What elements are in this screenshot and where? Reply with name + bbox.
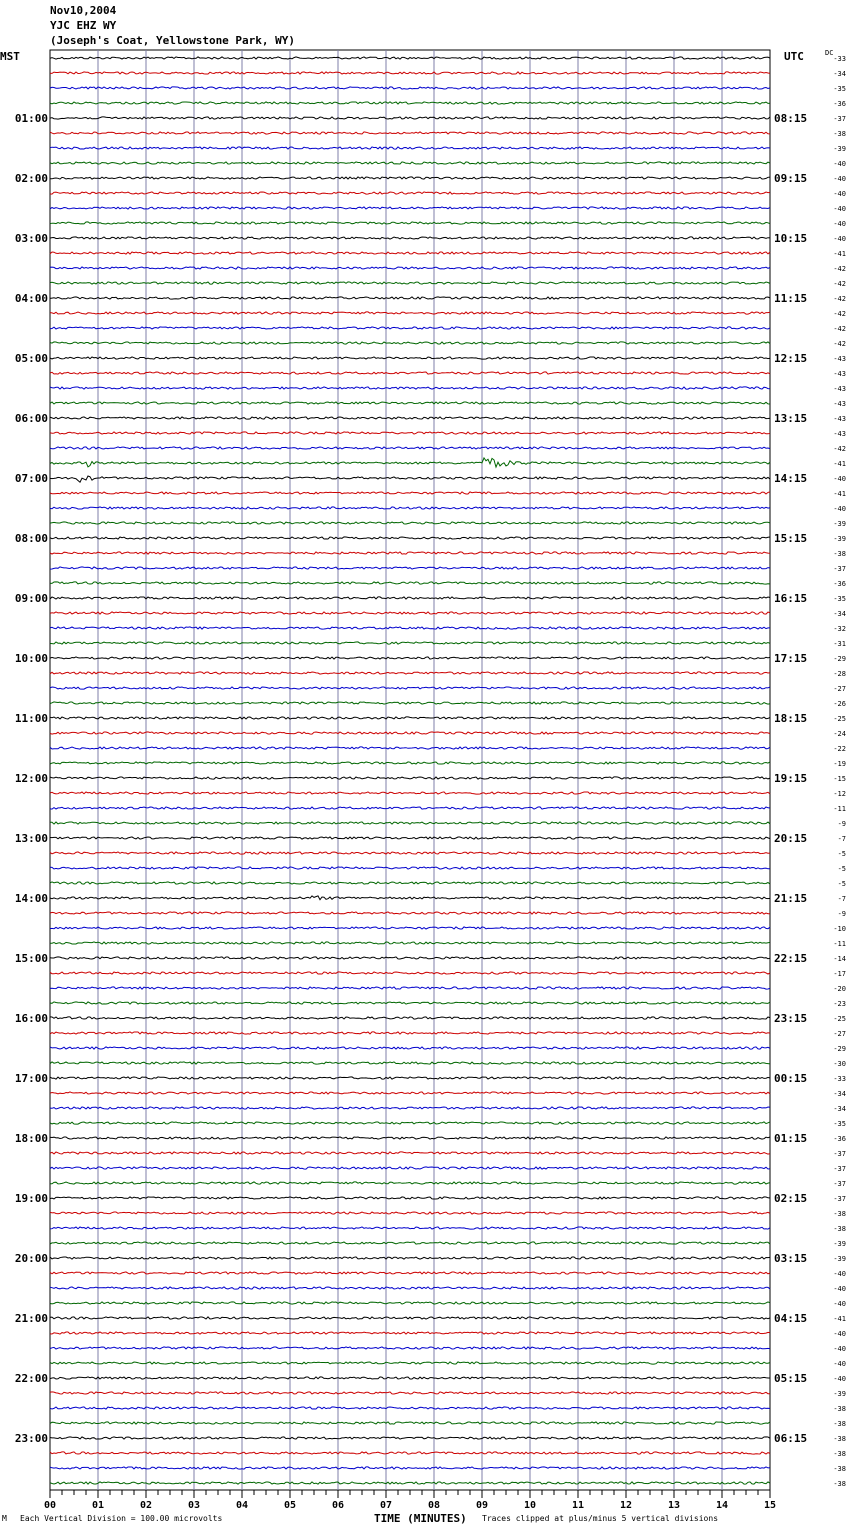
dc-offset-label: -38 bbox=[833, 550, 846, 558]
dc-offset-label: -39 bbox=[833, 1240, 846, 1248]
trace-row-32 bbox=[50, 537, 770, 539]
dc-offset-label: -43 bbox=[833, 415, 846, 423]
dc-offset-label: -35 bbox=[833, 85, 846, 93]
hour-label-right: 18:15 bbox=[774, 712, 808, 725]
trace-row-35 bbox=[50, 582, 770, 584]
trace-row-81 bbox=[50, 1272, 770, 1274]
dc-offset-label: -34 bbox=[833, 1090, 846, 1098]
dc-offset-label: -42 bbox=[833, 325, 846, 333]
hour-label-left: 10:00 bbox=[14, 652, 48, 665]
x-tick-label: 08 bbox=[427, 1500, 441, 1511]
x-tick-label: 04 bbox=[235, 1500, 249, 1511]
dc-offset-label: -5 bbox=[837, 850, 846, 858]
dc-offset-label: -34 bbox=[833, 610, 846, 618]
trace-row-88 bbox=[50, 1377, 770, 1379]
dc-offset-label: -33 bbox=[833, 1075, 846, 1083]
trace-row-24 bbox=[50, 417, 770, 419]
x-tick-label: 01 bbox=[91, 1500, 105, 1511]
dc-offset-label: -28 bbox=[833, 670, 846, 678]
dc-offset-label: -43 bbox=[833, 385, 846, 393]
dc-offset-label: -36 bbox=[833, 1135, 846, 1143]
dc-offset-label: -7 bbox=[837, 835, 846, 843]
hour-label-left: 23:00 bbox=[14, 1432, 48, 1445]
hour-label-right: 03:15 bbox=[774, 1252, 808, 1265]
trace-row-34 bbox=[50, 567, 770, 569]
dc-offset-label: -37 bbox=[833, 115, 846, 123]
dc-offset-label: -41 bbox=[833, 460, 846, 468]
dc-offset-label: -39 bbox=[833, 535, 846, 543]
dc-offset-label: -42 bbox=[833, 310, 846, 318]
trace-row-90 bbox=[50, 1407, 770, 1409]
hour-label-left: 14:00 bbox=[14, 892, 48, 905]
dc-offset-label: -40 bbox=[833, 235, 846, 243]
hour-label-right: 01:15 bbox=[774, 1132, 808, 1145]
hour-label-left: 18:00 bbox=[14, 1132, 48, 1145]
trace-row-66 bbox=[50, 1047, 770, 1049]
trace-row-94 bbox=[50, 1467, 770, 1469]
trace-row-95 bbox=[50, 1482, 770, 1484]
corner-mark: M bbox=[2, 1514, 7, 1523]
trace-row-74 bbox=[50, 1167, 770, 1169]
trace-row-16 bbox=[50, 297, 770, 299]
hour-label-right: 23:15 bbox=[774, 1012, 808, 1025]
hour-label-right: 09:15 bbox=[774, 172, 808, 185]
trace-row-27 bbox=[50, 458, 770, 467]
trace-row-17 bbox=[50, 312, 770, 314]
trace-row-19 bbox=[50, 342, 770, 344]
trace-row-47 bbox=[50, 762, 770, 764]
dc-offset-label: -27 bbox=[833, 685, 846, 693]
trace-row-51 bbox=[50, 822, 770, 824]
trace-row-63 bbox=[50, 1002, 770, 1004]
hour-label-left: 22:00 bbox=[14, 1372, 48, 1385]
trace-row-5 bbox=[50, 132, 770, 134]
dc-offset-label: -17 bbox=[833, 970, 846, 978]
dc-offset-label: -38 bbox=[833, 1225, 846, 1233]
dc-offset-label: -35 bbox=[833, 1120, 846, 1128]
x-tick-label: 03 bbox=[187, 1500, 201, 1511]
hour-label-left: 03:00 bbox=[14, 232, 48, 245]
dc-offset-label: -15 bbox=[833, 775, 846, 783]
trace-row-44 bbox=[50, 717, 770, 719]
x-tick-label: 09 bbox=[475, 1500, 489, 1511]
dc-offset-label: -34 bbox=[833, 1105, 846, 1113]
trace-row-64 bbox=[50, 1017, 770, 1019]
hour-label-left: 01:00 bbox=[14, 112, 48, 125]
dc-offset-label: -37 bbox=[833, 1180, 846, 1188]
dc-offset-label: -38 bbox=[833, 1210, 846, 1218]
trace-row-4 bbox=[50, 117, 770, 119]
trace-row-52 bbox=[50, 837, 770, 839]
hour-label-left: 20:00 bbox=[14, 1252, 48, 1265]
trace-row-48 bbox=[50, 777, 770, 779]
trace-row-12 bbox=[50, 237, 770, 239]
hour-label-right: 08:15 bbox=[774, 112, 808, 125]
right-timezone-label: UTC bbox=[784, 50, 804, 63]
hour-label-right: 17:15 bbox=[774, 652, 808, 665]
trace-row-91 bbox=[50, 1422, 770, 1424]
chart-date: Nov10,2004 bbox=[50, 4, 117, 17]
dc-offset-label: -19 bbox=[833, 760, 846, 768]
trace-row-77 bbox=[50, 1212, 770, 1214]
trace-row-69 bbox=[50, 1092, 770, 1094]
hour-label-left: 13:00 bbox=[14, 832, 48, 845]
dc-offset-label: -38 bbox=[833, 130, 846, 138]
dc-offset-label: -40 bbox=[833, 475, 846, 483]
dc-header-label: DC bbox=[825, 49, 834, 57]
dc-offset-label: -9 bbox=[837, 910, 846, 918]
hour-label-left: 08:00 bbox=[14, 532, 48, 545]
dc-offset-label: -36 bbox=[833, 580, 846, 588]
x-tick-label: 11 bbox=[571, 1500, 585, 1511]
x-tick-label: 07 bbox=[379, 1500, 393, 1511]
dc-offset-label: -37 bbox=[833, 565, 846, 573]
trace-row-82 bbox=[50, 1287, 770, 1289]
hour-label-left: 05:00 bbox=[14, 352, 48, 365]
hour-label-right: 04:15 bbox=[774, 1312, 808, 1325]
trace-row-85 bbox=[50, 1332, 770, 1334]
trace-row-75 bbox=[50, 1182, 770, 1184]
dc-offset-label: -37 bbox=[833, 1150, 846, 1158]
trace-row-92 bbox=[50, 1437, 770, 1439]
trace-row-8 bbox=[50, 177, 770, 179]
trace-row-72 bbox=[50, 1137, 770, 1139]
hour-label-right: 06:15 bbox=[774, 1432, 808, 1445]
trace-row-41 bbox=[50, 672, 770, 674]
trace-row-0 bbox=[50, 57, 770, 59]
chart-subtitle: (Joseph's Coat, Yellowstone Park, WY) bbox=[50, 34, 296, 47]
dc-offset-label: -37 bbox=[833, 1195, 846, 1203]
trace-row-15 bbox=[50, 282, 770, 284]
dc-offset-label: -40 bbox=[833, 1345, 846, 1353]
dc-offset-label: -42 bbox=[833, 295, 846, 303]
trace-row-2 bbox=[50, 87, 770, 89]
trace-row-89 bbox=[50, 1392, 770, 1394]
dc-offset-label: -34 bbox=[833, 70, 846, 78]
trace-row-65 bbox=[50, 1032, 770, 1034]
dc-offset-label: -5 bbox=[837, 880, 846, 888]
trace-row-25 bbox=[50, 432, 770, 434]
dc-offset-label: -38 bbox=[833, 1450, 846, 1458]
dc-offset-label: -30 bbox=[833, 1060, 846, 1068]
trace-row-61 bbox=[50, 972, 770, 974]
x-axis-label: TIME (MINUTES) bbox=[374, 1512, 467, 1525]
trace-row-28 bbox=[50, 476, 770, 482]
hour-label-left: 21:00 bbox=[14, 1312, 48, 1325]
dc-offset-label: -41 bbox=[833, 1315, 846, 1323]
trace-row-43 bbox=[50, 702, 770, 704]
hour-label-right: 13:15 bbox=[774, 412, 808, 425]
dc-offset-label: -29 bbox=[833, 655, 846, 663]
left-timezone-label: MST bbox=[0, 50, 20, 63]
hour-label-right: 15:15 bbox=[774, 532, 808, 545]
x-tick-label: 05 bbox=[283, 1500, 297, 1511]
trace-row-30 bbox=[50, 507, 770, 509]
dc-offset-label: -40 bbox=[833, 505, 846, 513]
dc-offset-label: -43 bbox=[833, 370, 846, 378]
x-tick-label: 12 bbox=[619, 1500, 633, 1511]
trace-row-36 bbox=[50, 597, 770, 599]
trace-row-87 bbox=[50, 1362, 770, 1364]
trace-row-46 bbox=[50, 747, 770, 749]
hour-label-right: 22:15 bbox=[774, 952, 808, 965]
dc-offset-label: -42 bbox=[833, 340, 846, 348]
trace-row-1 bbox=[50, 72, 770, 74]
hour-label-right: 16:15 bbox=[774, 592, 808, 605]
trace-row-14 bbox=[50, 267, 770, 269]
dc-offset-label: -43 bbox=[833, 430, 846, 438]
trace-row-9 bbox=[50, 192, 770, 194]
trace-row-49 bbox=[50, 792, 770, 794]
dc-offset-label: -43 bbox=[833, 400, 846, 408]
trace-row-78 bbox=[50, 1227, 770, 1229]
hour-label-left: 17:00 bbox=[14, 1072, 48, 1085]
x-tick-label: 14 bbox=[715, 1500, 729, 1511]
hour-label-right: 11:15 bbox=[774, 292, 808, 305]
trace-row-67 bbox=[50, 1062, 770, 1064]
hour-label-right: 05:15 bbox=[774, 1372, 808, 1385]
hour-label-left: 16:00 bbox=[14, 1012, 48, 1025]
chart-title: YJC EHZ WY bbox=[50, 19, 117, 32]
trace-row-22 bbox=[50, 387, 770, 389]
hour-label-right: 14:15 bbox=[774, 472, 808, 485]
trace-row-54 bbox=[50, 867, 770, 869]
dc-offset-label: -42 bbox=[833, 445, 846, 453]
dc-offset-label: -40 bbox=[833, 190, 846, 198]
dc-offset-label: -40 bbox=[833, 205, 846, 213]
dc-offset-label: -20 bbox=[833, 985, 846, 993]
hour-label-right: 02:15 bbox=[774, 1192, 808, 1205]
dc-offset-label: -40 bbox=[833, 1285, 846, 1293]
dc-offset-label: -42 bbox=[833, 265, 846, 273]
trace-row-50 bbox=[50, 807, 770, 809]
dc-offset-label: -40 bbox=[833, 1375, 846, 1383]
trace-row-57 bbox=[50, 912, 770, 914]
dc-offset-label: -38 bbox=[833, 1405, 846, 1413]
dc-offset-label: -40 bbox=[833, 1300, 846, 1308]
dc-offset-label: -39 bbox=[833, 520, 846, 528]
trace-row-60 bbox=[50, 957, 770, 959]
dc-offset-label: -43 bbox=[833, 355, 846, 363]
trace-row-70 bbox=[50, 1107, 770, 1109]
dc-offset-label: -36 bbox=[833, 100, 846, 108]
hour-label-left: 19:00 bbox=[14, 1192, 48, 1205]
dc-offset-label: -41 bbox=[833, 490, 846, 498]
hour-label-left: 12:00 bbox=[14, 772, 48, 785]
hour-label-right: 00:15 bbox=[774, 1072, 808, 1085]
dc-offset-label: -38 bbox=[833, 1420, 846, 1428]
dc-offset-label: -39 bbox=[833, 1390, 846, 1398]
x-tick-label: 00 bbox=[43, 1500, 57, 1511]
hour-label-left: 04:00 bbox=[14, 292, 48, 305]
dc-offset-label: -33 bbox=[833, 55, 846, 63]
trace-row-56 bbox=[50, 896, 770, 900]
trace-row-68 bbox=[50, 1077, 770, 1079]
trace-row-13 bbox=[50, 252, 770, 254]
trace-row-20 bbox=[50, 357, 770, 359]
trace-row-11 bbox=[50, 222, 770, 224]
trace-row-53 bbox=[50, 852, 770, 854]
dc-offset-label: -29 bbox=[833, 1045, 846, 1053]
dc-offset-label: -9 bbox=[837, 820, 846, 828]
trace-row-80 bbox=[50, 1257, 770, 1259]
dc-offset-label: -35 bbox=[833, 595, 846, 603]
trace-row-79 bbox=[50, 1242, 770, 1244]
dc-offset-label: -40 bbox=[833, 1360, 846, 1368]
hour-label-left: 15:00 bbox=[14, 952, 48, 965]
trace-row-10 bbox=[50, 207, 770, 209]
dc-offset-label: -40 bbox=[833, 220, 846, 228]
trace-row-26 bbox=[50, 447, 770, 449]
trace-row-42 bbox=[50, 687, 770, 689]
hour-label-left: 11:00 bbox=[14, 712, 48, 725]
dc-offset-label: -22 bbox=[833, 745, 846, 753]
trace-row-6 bbox=[50, 147, 770, 149]
trace-row-37 bbox=[50, 612, 770, 614]
dc-offset-label: -10 bbox=[833, 925, 846, 933]
dc-offset-label: -38 bbox=[833, 1465, 846, 1473]
trace-row-71 bbox=[50, 1122, 770, 1124]
trace-row-3 bbox=[50, 102, 770, 104]
dc-offset-label: -14 bbox=[833, 955, 846, 963]
trace-row-55 bbox=[50, 882, 770, 884]
dc-offset-label: -12 bbox=[833, 790, 846, 798]
trace-row-31 bbox=[50, 522, 770, 524]
dc-offset-label: -40 bbox=[833, 175, 846, 183]
dc-offset-label: -11 bbox=[833, 940, 846, 948]
dc-offset-label: -40 bbox=[833, 1330, 846, 1338]
trace-row-7 bbox=[50, 162, 770, 164]
x-tick-label: 06 bbox=[331, 1500, 345, 1511]
dc-offset-label: -31 bbox=[833, 640, 846, 648]
trace-row-40 bbox=[50, 657, 770, 659]
trace-row-93 bbox=[50, 1452, 770, 1454]
trace-row-84 bbox=[50, 1317, 770, 1319]
dc-offset-label: -5 bbox=[837, 865, 846, 873]
dc-offset-label: -26 bbox=[833, 700, 846, 708]
trace-row-18 bbox=[50, 327, 770, 329]
dc-offset-label: -39 bbox=[833, 145, 846, 153]
hour-label-left: 09:00 bbox=[14, 592, 48, 605]
trace-row-62 bbox=[50, 987, 770, 989]
trace-row-86 bbox=[50, 1347, 770, 1349]
x-tick-label: 10 bbox=[523, 1500, 537, 1511]
dc-offset-label: -42 bbox=[833, 280, 846, 288]
dc-offset-label: -40 bbox=[833, 160, 846, 168]
dc-offset-label: -27 bbox=[833, 1030, 846, 1038]
dc-offset-label: -24 bbox=[833, 730, 846, 738]
dc-offset-label: -38 bbox=[833, 1480, 846, 1488]
dc-offset-label: -25 bbox=[833, 1015, 846, 1023]
dc-offset-label: -38 bbox=[833, 1435, 846, 1443]
dc-offset-label: -32 bbox=[833, 625, 846, 633]
trace-row-39 bbox=[50, 642, 770, 644]
trace-row-45 bbox=[50, 732, 770, 734]
hour-label-left: 07:00 bbox=[14, 472, 48, 485]
trace-row-29 bbox=[50, 492, 770, 494]
trace-row-21 bbox=[50, 372, 770, 374]
trace-row-23 bbox=[50, 402, 770, 404]
dc-offset-label: -7 bbox=[837, 895, 846, 903]
hour-label-right: 20:15 bbox=[774, 832, 808, 845]
hour-label-left: 06:00 bbox=[14, 412, 48, 425]
hour-label-left: 02:00 bbox=[14, 172, 48, 185]
trace-row-59 bbox=[50, 942, 770, 944]
dc-offset-label: -23 bbox=[833, 1000, 846, 1008]
hour-label-right: 21:15 bbox=[774, 892, 808, 905]
dc-offset-label: -25 bbox=[833, 715, 846, 723]
x-tick-label: 13 bbox=[667, 1500, 681, 1511]
hour-label-right: 19:15 bbox=[774, 772, 808, 785]
x-tick-label: 15 bbox=[763, 1500, 777, 1511]
trace-row-76 bbox=[50, 1197, 770, 1199]
trace-row-38 bbox=[50, 627, 770, 629]
trace-row-83 bbox=[50, 1302, 770, 1304]
scale-note: Each Vertical Division = 100.00 microvolts bbox=[20, 1514, 223, 1523]
dc-offset-label: -37 bbox=[833, 1165, 846, 1173]
dc-offset-label: -41 bbox=[833, 250, 846, 258]
trace-row-33 bbox=[50, 552, 770, 554]
dc-offset-label: -39 bbox=[833, 1255, 846, 1263]
dc-offset-label: -40 bbox=[833, 1270, 846, 1278]
dc-offset-label: -11 bbox=[833, 805, 846, 813]
x-tick-label: 02 bbox=[139, 1500, 153, 1511]
trace-row-73 bbox=[50, 1152, 770, 1154]
clip-note: Traces clipped at plus/minus 5 vertical divisions bbox=[482, 1514, 719, 1523]
hour-label-right: 12:15 bbox=[774, 352, 808, 365]
hour-label-right: 10:15 bbox=[774, 232, 808, 245]
trace-row-58 bbox=[50, 927, 770, 929]
